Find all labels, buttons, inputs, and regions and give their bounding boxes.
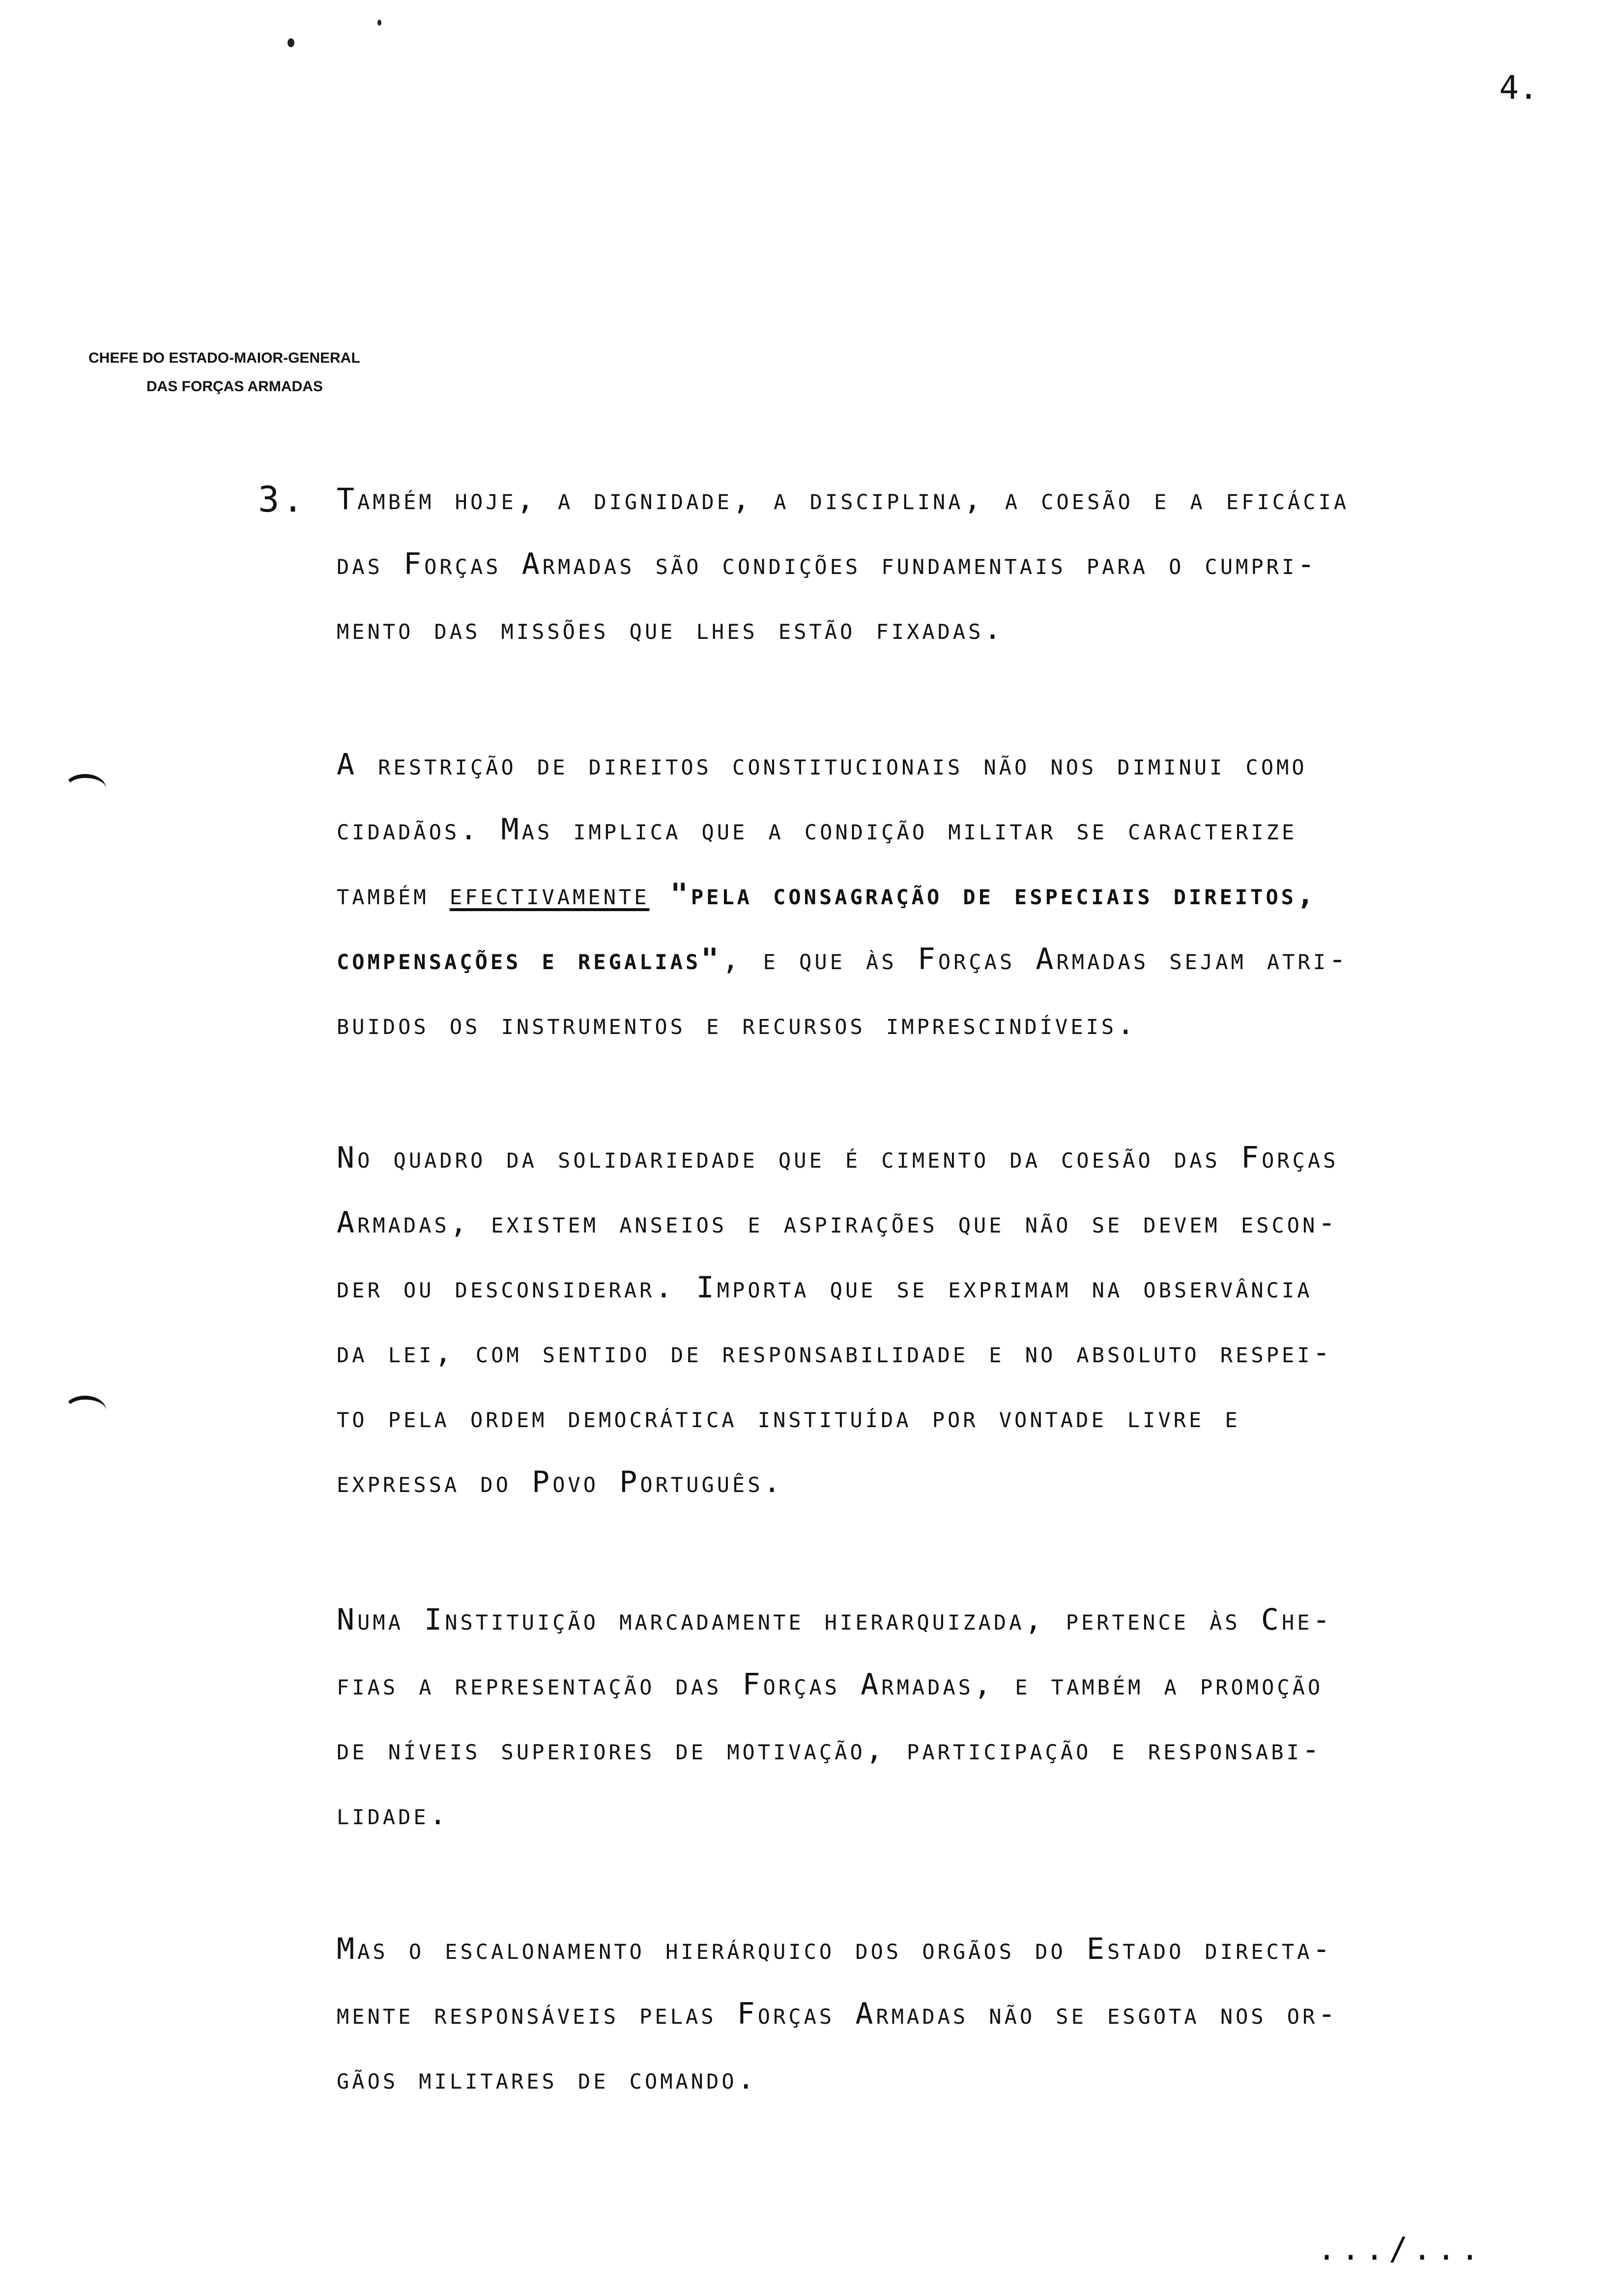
paragraph-line: to pela ordem democrática instituída por vontade livre e (337, 1400, 1240, 1435)
scan-speck (377, 20, 381, 26)
paragraph-line: mento das missões que lhes estão fixadas. (337, 612, 1005, 646)
letterhead (88, 344, 360, 401)
letterhead-line-2: DAS FORÇAS ARMADAS (146, 378, 323, 395)
paragraph-line (337, 927, 1541, 992)
paragraph-line: gãos militares de comando. (337, 2062, 758, 2096)
paragraph-text: , e que às Forças Armadas sejam atri- (721, 942, 1350, 976)
paragraph-line: das Forças Armadas são condições fundamentais para o cumpri- (337, 547, 1318, 581)
paragraph-line: da lei, com sentido de responsabilidade e no absoluto respei- (337, 1335, 1333, 1370)
bold-quote: compensações e regalias" (337, 942, 722, 976)
continuation-mark: .../... (1317, 2231, 1484, 2267)
paragraph-text: também (337, 877, 450, 912)
paragraph-3 (337, 1125, 1541, 1515)
paragraph-line: de níveis superiores de motivação, participação e responsabi- (337, 1732, 1323, 1767)
paragraph-5 (337, 1917, 1541, 2111)
paragraph-line: expressa do Povo Português. (337, 1465, 784, 1499)
paragraph-line: fias a representação das Forças Armadas, e também a promoção (337, 1667, 1324, 1702)
paragraph-line: Também hoje, a dignidade, a disciplina, a coesão e a eficácia (337, 482, 1350, 517)
binder-hole-mark (64, 1396, 106, 1425)
binder-hole-mark (64, 774, 106, 804)
underlined-word: efectivamente (449, 877, 650, 912)
paragraph-2 (337, 732, 1541, 1057)
paragraph-line: A restrição de direitos constitucionais não nos diminui como (337, 747, 1307, 782)
section-number: 3. (258, 479, 307, 520)
paragraph-line: lidade. (337, 1797, 450, 1832)
paragraph-line: Numa Instituição marcadamente hierarquizada, pertence às Che- (337, 1603, 1333, 1637)
paragraph-line (337, 862, 1541, 927)
scan-speck (288, 38, 294, 47)
paragraph-4 (337, 1587, 1541, 1847)
paragraph-line: cidadãos. Mas implica que a condição militar se caracterize (337, 812, 1297, 847)
paragraph-line: Armadas, existem anseios e aspirações que não se devem escon- (337, 1205, 1339, 1240)
paragraph-line: No quadro da solidariedade que é cimento da coesão das Forças (337, 1141, 1339, 1175)
bold-quote: "pela consagração de especiais direitos, (649, 877, 1318, 912)
paragraph-line: mente responsáveis pelas Forças Armadas não se esgota nos or- (337, 1997, 1339, 2031)
paragraph-line: Mas o escalonamento hierárquico dos orgãos do Estado directa- (337, 1932, 1333, 1966)
paragraph-1 (337, 467, 1541, 661)
paragraph-line: der ou desconsiderar. Importa que se exprimam na observância (337, 1270, 1313, 1305)
letterhead-line-1: CHEFE DO ESTADO-MAIOR-GENERAL (88, 350, 360, 366)
paragraph-line: buidos os instrumentos e recursos imprescindíveis. (337, 1007, 1138, 1041)
page-number: 4. (1499, 69, 1538, 107)
